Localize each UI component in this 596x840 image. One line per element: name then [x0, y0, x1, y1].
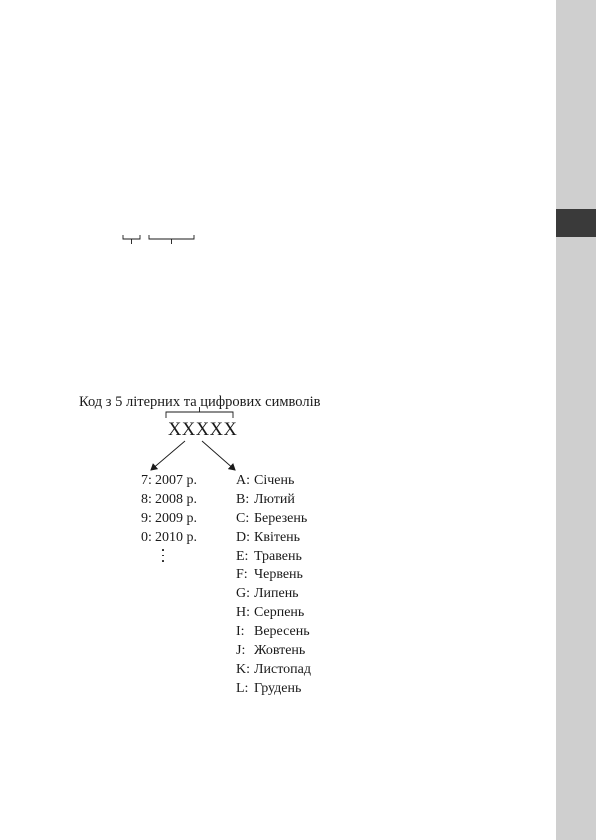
code-bracket — [166, 412, 233, 418]
year-item — [141, 491, 197, 510]
month-item — [236, 642, 311, 661]
month-key: C: — [236, 510, 250, 526]
month-value: Вересень — [254, 624, 310, 640]
month-value: Жовтень — [254, 643, 306, 659]
year-item — [141, 529, 197, 548]
month-key: D: — [236, 529, 250, 545]
year-key: 0: — [141, 529, 152, 545]
month-value: Січень — [254, 473, 295, 488]
month-item — [236, 623, 311, 642]
month-list — [236, 472, 311, 699]
month-item — [236, 491, 311, 510]
month-value: Березень — [254, 510, 308, 526]
year-item — [141, 472, 197, 491]
month-key: H: — [236, 605, 250, 621]
month-value: Серпень — [254, 605, 305, 621]
year-value: 2009 р. — [155, 510, 197, 526]
month-item — [236, 529, 311, 548]
year-value: 2010 р. — [155, 529, 197, 545]
month-key: K: — [236, 661, 250, 677]
month-item — [236, 548, 311, 567]
year-key: 7: — [141, 473, 152, 488]
month-key: F: — [236, 567, 248, 583]
month-item — [236, 472, 311, 491]
code-placeholder: XXXXX — [168, 420, 238, 440]
side-index-tab — [556, 209, 596, 237]
arrow-to-months — [202, 441, 235, 470]
month-key: L: — [236, 680, 249, 696]
month-key: G: — [236, 586, 250, 602]
month-item — [236, 585, 311, 604]
year-list — [141, 472, 197, 548]
month-value: Червень — [254, 567, 303, 583]
year-value: 2007 р. — [155, 473, 197, 488]
month-value: Квітень — [254, 529, 301, 545]
code-caption: Код з 5 літерних та цифрових символів — [79, 394, 321, 410]
month-value: Липень — [254, 586, 299, 602]
year-key: 9: — [141, 510, 152, 526]
month-key: J: — [236, 643, 246, 659]
side-index-strip — [556, 0, 596, 840]
month-item — [236, 680, 311, 699]
month-value: Грудень — [254, 680, 302, 696]
year-value: 2008 р. — [155, 491, 197, 507]
month-item — [236, 604, 311, 623]
month-value: Травень — [254, 548, 302, 564]
continuation-dots — [161, 549, 165, 566]
month-value: Листопад — [254, 661, 311, 677]
month-key: E: — [236, 548, 249, 564]
year-key: 8: — [141, 491, 152, 507]
month-key: I: — [236, 624, 245, 640]
month-item — [236, 661, 311, 680]
arrow-to-years — [151, 441, 185, 470]
month-key: A: — [236, 473, 250, 488]
year-item — [141, 510, 197, 529]
month-item — [236, 566, 311, 585]
month-key: B: — [236, 491, 250, 507]
month-item — [236, 510, 311, 529]
month-value: Лютий — [254, 491, 295, 507]
